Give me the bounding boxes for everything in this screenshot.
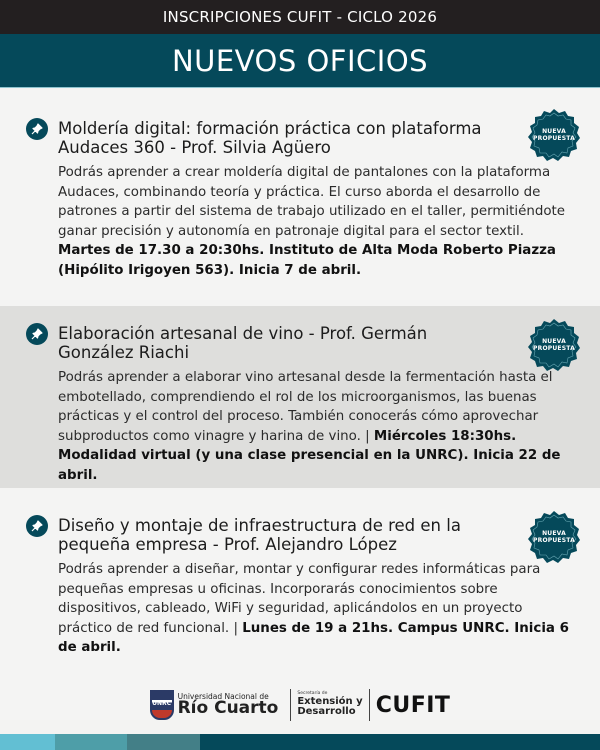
bar-segment [127,734,200,750]
course-description [58,368,578,485]
course-description-text: Podrás aprender a diseñar, montar y configurar redes informáticas para pequeñas empresas u oficinas. Incorporarás conocimientos sobre dispositivos, cableado, WiFi y seguridad, aplicándolos en un proyecto práctico de red funcional. | [58,562,541,636]
course-title: Moldería digital: formación práctica con plataforma Audaces 360 - Prof. Silvia Agüero [58,119,482,157]
footer-logos [0,680,600,730]
course-description-text: Podrás aprender a elaborar vino artesanal desde la fermentación hasta el embotellado, comprendiendo el rol de los microorganismos, las buenas prácticas y el control del proceso. También conocerás cómo aprovechar subproductos como vinagre y harina de vino. | [58,370,553,444]
badge-line1: NUEVA [542,529,566,537]
secretaria-label: Secretaría de [297,691,328,697]
unrc-name: Río Cuarto [177,698,279,719]
course-description-text: Podrás aprender a crear moldería digital de pantalones con la plataforma Audaces, combinando teoría y práctica. El curso aborda el desarrollo de patrones a partir del sistema de trabajo utilizado en el taller, permitiéndote ganar precisión y autonomía en patronaje digital para el sector textil. [58,165,566,239]
unrc-logo [178,693,279,718]
secretaria-logo [297,692,362,718]
unrc-crest-icon [150,690,174,720]
course-section-2 [0,306,600,488]
pin-icon [26,118,48,140]
new-proposal-badge [527,318,581,372]
course-schedule: Miércoles 18:30hs. Modalidad virtual (y una clase presencial en la UNRC). Inicia 22 de abril. [58,428,561,483]
unrc-subtitle: Universidad Nacional de [177,691,269,701]
badge-line2: PROPUESTA [533,345,575,352]
bar-segment [55,734,127,750]
logo-divider [290,689,291,721]
new-proposal-badge [527,510,581,564]
pin-icon [26,323,48,345]
title-banner [0,34,600,88]
badge-line2: PROPUESTA [533,537,575,544]
course-schedule: Martes de 17.30 a 20:30hs. Instituto de Alta Moda Roberto Piazza (Hipólito Irigoyen 563). Inicia 7 de abril. [58,243,556,278]
top-banner-label: INSCRIPCIONES CUFIT - CICLO 2026 [162,8,438,26]
bar-segment [0,734,55,750]
secretaria-line2: Desarrollo [297,706,356,718]
cufit-logo: CUFIT [375,692,451,718]
pin-icon [26,515,48,537]
badge-line1: NUEVA [542,337,566,345]
course-section-1 [0,89,600,306]
bottom-color-bar [0,734,600,750]
course-title: Elaboración artesanal de vino - Prof. Germán González Riachi [58,324,428,362]
course-description [58,560,578,658]
course-schedule: Lunes de 19 a 21hs. Campus UNRC. Inicia 6 de abril. [58,620,569,655]
page-title: NUEVOS OFICIOS [171,43,429,78]
badge-line1: NUEVA [542,127,566,135]
course-title: Diseño y montaje de infraestructura de red en la pequeña empresa - Prof. Alejandro López [58,516,461,554]
unrc-crest-label: UNRC [152,700,172,707]
course-description [58,163,578,280]
top-banner [0,0,600,34]
new-proposal-badge [527,108,581,162]
bar-segment [200,734,600,750]
secretaria-line1: Extensión y [297,695,363,707]
logo-divider [369,689,370,721]
badge-line2: PROPUESTA [533,135,575,142]
